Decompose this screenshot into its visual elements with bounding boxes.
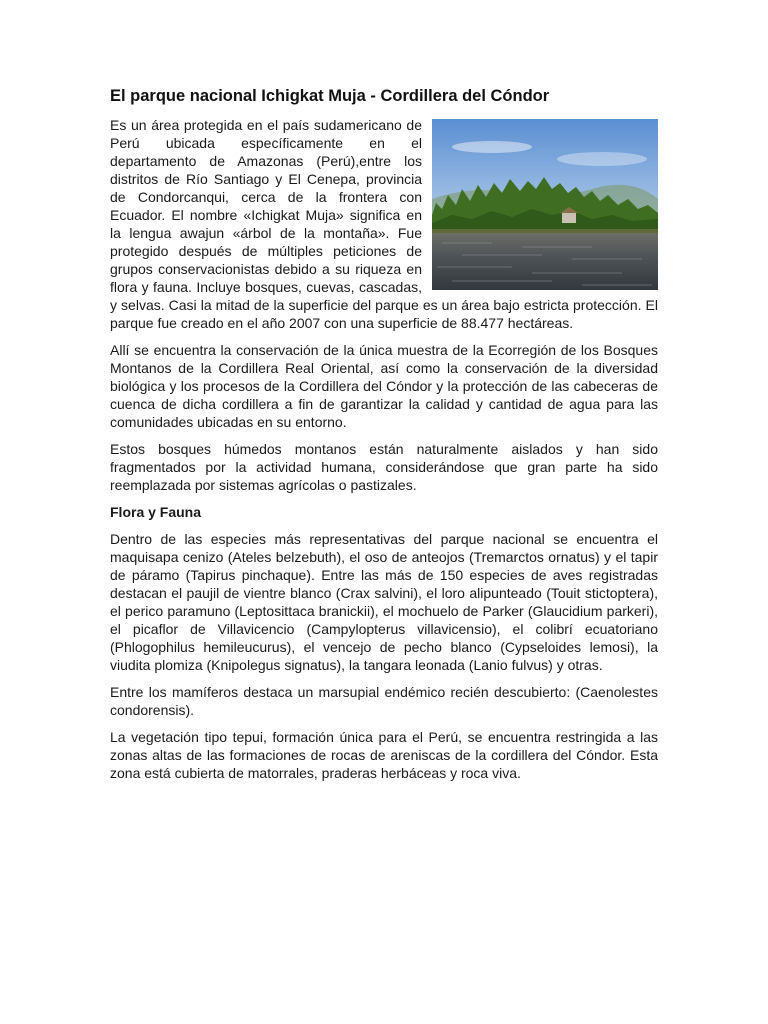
fauna-paragraph-2: Entre los mamíferos destaca un marsupial endémico recién descubierto: (Caenolestes condorensis). (110, 684, 658, 718)
flora-paragraph-1: La vegetación tipo tepui, formación única para el Perú, se encuentra restringida a las zonas altas de las formaciones de rocas de areniscas de la cordillera del Cóndor. Esta zona está cubierta de matorrales, praderas herbáceas y roca viva. (110, 729, 658, 781)
section-heading-flora-fauna: Flora y Fauna (110, 504, 202, 520)
intro-paragraph-1: Es un área protegida en el país sudamericano de Perú ubicada específicamente en el departamento de Amazonas (Perú),entre los distritos de Río Santiago y El Cenepa, provincia de Condorcanqui, cerca de la frontera con Ecuador. El nombre «Ichigkat Muja» significa en la lengua awajun «árbol de la montaña». Fue protegido después de múltiples peticiones de grupos conservacionistas debido a su riqueza en flora y fauna. Incluye bosques, cuevas, cascadas, y selvas. Casi la mitad de la superficie del parque es un área bajo estricta protección. El parque fue creado en el año 2007 con una superficie de 88.477 hectáreas. (110, 117, 658, 331)
intro-paragraph-2: Allí se encuentra la conservación de la única muestra de la Ecorregión de los Bosques Montanos de la Cordillera Real Oriental, así como la conservación de la diversidad biológica y los procesos de la Cordillera del Cóndor y la protección de las cabeceras de cuenca de dicha cordillera a fin de garantizar la calidad y cantidad de agua para las comunidades ubicadas en su entorno. (110, 342, 658, 430)
river-forest-photo (432, 119, 658, 290)
page-title: El parque nacional Ichigkat Muja - Cordillera del Cóndor (110, 87, 550, 105)
intro-paragraph-3: Estos bosques húmedos montanos están naturalmente aislados y han sido fragmentados por la actividad humana, considerándose que gran parte ha sido reemplazada por sistemas agrícolas o pastizales. (110, 441, 658, 493)
fauna-paragraph-1: Dentro de las especies más representativas del parque nacional se encuentra el maquisapa cenizo (Ateles belzebuth), el oso de anteojos (Tremarctos ornatus) y el tapir de páramo (Tapirus pinchaque). Entre las más de 150 especies de aves registradas destacan el paujil de vientre blanco (Crax salvini), el loro alipunteado (Touit stictoptera), el perico paramuno (Leptosittaca branickii), el mochuelo de Parker (Glaucidium parkeri), el picaflor de Villavicencio (Campylopterus villavicensio), el colibrí ecuatoriano (Phlogophilus hemileucurus), el vencejo de pecho blanco (Cypseloides lemosi), la viudita plomiza (Knipolegus signatus), la tangara leonada (Lanio fulvus) y otras. (110, 531, 658, 673)
document-page (110, 86, 658, 791)
